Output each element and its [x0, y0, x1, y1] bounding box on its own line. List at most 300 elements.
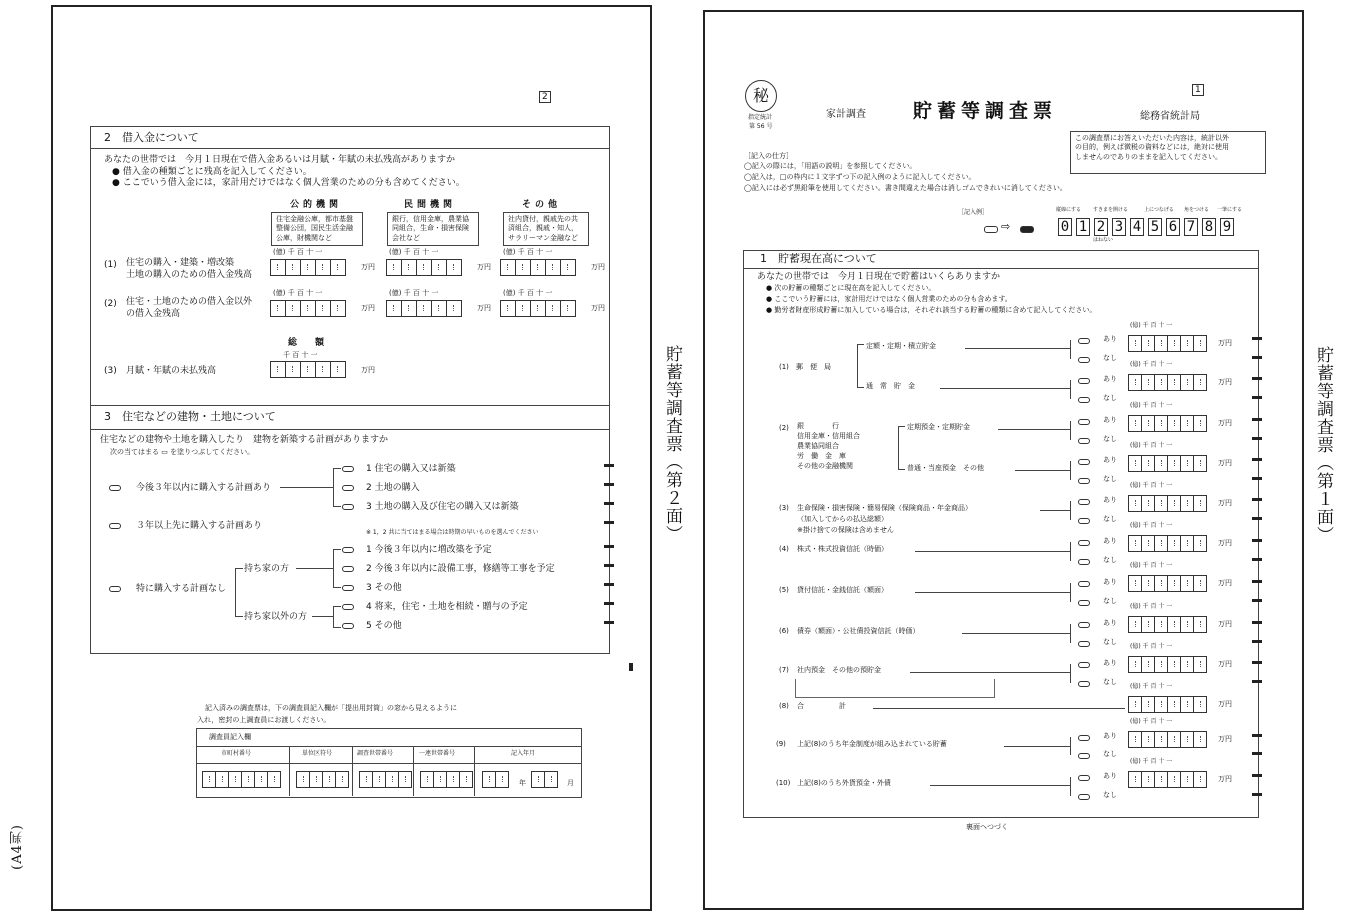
unit-label: 万円	[1218, 539, 1232, 547]
unit-label: 万円	[1218, 459, 1232, 467]
no-checkbox[interactable]	[1078, 518, 1090, 524]
timing-mark	[1252, 337, 1262, 340]
digit-cell[interactable]	[1141, 335, 1154, 352]
no-label: なし	[1103, 678, 1117, 686]
item-number: (6)	[779, 627, 789, 635]
sample-note: 縦線にする	[1056, 207, 1082, 213]
digit-cell[interactable]	[1180, 731, 1193, 748]
digit-header: (億) 千 百 十 一	[1130, 562, 1173, 569]
municipality-code-input[interactable]	[202, 771, 281, 788]
option-checkbox[interactable]	[342, 547, 354, 553]
unit-label: 万円	[1218, 579, 1232, 587]
yes-label: あり	[1103, 619, 1117, 627]
digit-cell[interactable]	[1128, 575, 1141, 592]
unit-label: 万円	[1218, 339, 1232, 347]
unit-label: 万円	[361, 263, 375, 271]
sample-digit: 5	[1148, 218, 1162, 236]
yes-checkbox[interactable]	[1078, 775, 1090, 781]
digit-cell[interactable]	[1193, 535, 1207, 552]
connector-line	[1070, 542, 1071, 561]
unit-label: 万円	[361, 304, 375, 312]
item-label: 貸付信託・金銭信託（額面）	[797, 586, 888, 594]
digit-cell[interactable]	[1167, 415, 1180, 432]
option-label: 持ち家以外の方	[244, 612, 308, 622]
timing-mark	[1252, 356, 1262, 359]
yes-label: あり	[1103, 335, 1117, 343]
digit-cell[interactable]	[1167, 575, 1180, 592]
digit-cell[interactable]	[1193, 616, 1207, 633]
row-label: 月賦・年賦の未払残高	[126, 366, 217, 376]
yes-checkbox[interactable]	[1078, 662, 1090, 668]
no-label: なし	[1103, 394, 1117, 402]
option-label: 3 その他	[366, 583, 402, 593]
digit-cell[interactable]	[1180, 374, 1193, 391]
bullet-item: ● ここでいう貯蓄には，家計用だけではなく個人営業のための分も含めます。	[766, 295, 1012, 303]
timing-mark	[604, 545, 614, 548]
digit-cell[interactable]	[1154, 495, 1167, 512]
digit-cell[interactable]	[1154, 771, 1167, 788]
amount-input[interactable]	[270, 361, 346, 378]
unit-label: 万円	[1218, 660, 1232, 668]
digit-cell[interactable]	[1141, 415, 1154, 432]
digit-cell[interactable]	[1180, 335, 1193, 352]
digit-cell[interactable]	[1128, 731, 1141, 748]
digit-cell[interactable]	[1193, 455, 1207, 472]
amount-input[interactable]	[1128, 656, 1207, 673]
item-number: (1)	[779, 363, 789, 371]
digit-cell[interactable]	[1154, 415, 1167, 432]
digit-cell[interactable]	[1180, 535, 1193, 552]
yes-label: あり	[1103, 772, 1117, 780]
item-number: (2)	[779, 424, 789, 432]
item-label: 合 計	[797, 702, 846, 710]
digit-cell[interactable]	[1193, 731, 1207, 748]
digit-cell[interactable]	[1167, 771, 1180, 788]
item-label: 労 働 金 庫	[797, 452, 846, 460]
no-label: なし	[1103, 556, 1117, 564]
timing-mark	[1252, 517, 1262, 520]
item-label: （加入してからの払込総額）	[797, 515, 888, 523]
connector-line	[1070, 461, 1071, 480]
yes-checkbox[interactable]	[1078, 581, 1090, 587]
staff-header: 一連世帯番号	[419, 750, 456, 757]
no-checkbox[interactable]	[1078, 600, 1090, 606]
digit-cell[interactable]	[1180, 771, 1193, 788]
digit-cell[interactable]	[1193, 495, 1207, 512]
digit-cell[interactable]	[1180, 415, 1193, 432]
column-header: 公的機関	[290, 200, 343, 210]
digit-cell[interactable]	[1128, 771, 1141, 788]
year-label: 年	[519, 779, 526, 787]
digit-cell[interactable]	[1193, 696, 1207, 713]
unit-label: 万円	[477, 263, 491, 271]
bullet-item: ● ここでいう借入金には，家計用だけではなく個人営業のための分も含めてください。	[112, 178, 465, 188]
option-checkbox[interactable]	[342, 466, 354, 472]
digit-cell[interactable]	[1193, 656, 1207, 673]
bullet-item: ● 勤労者財産形成貯蓄に加入している場合は，それぞれ該当する貯蓄の種類に含めて記入してください。	[766, 306, 1097, 314]
digit-header: 千 百 十 一	[283, 351, 318, 359]
digit-cell[interactable]	[1154, 335, 1167, 352]
sample-digit: 2	[1094, 218, 1108, 236]
amount-input[interactable]	[1128, 415, 1207, 432]
amount-input[interactable]	[1128, 696, 1207, 713]
unit-label: 万円	[1218, 378, 1232, 386]
digit-cell[interactable]	[1154, 575, 1167, 592]
total-label: 総 額	[288, 338, 325, 348]
timing-mark	[1252, 793, 1262, 796]
digit-cell[interactable]	[1167, 731, 1180, 748]
agency-name: 総務省統計局	[1140, 111, 1200, 122]
timing-mark	[1252, 396, 1262, 399]
digit-cell[interactable]	[1141, 616, 1154, 633]
arrow-icon: ⇨	[1001, 220, 1011, 233]
timing-mark	[604, 583, 614, 586]
unit-label: 万円	[1218, 700, 1232, 708]
connector-line	[1070, 624, 1071, 643]
digit-cell[interactable]	[1193, 335, 1207, 352]
digit-cell[interactable]	[1141, 495, 1154, 512]
no-checkbox[interactable]	[1078, 438, 1090, 444]
digit-cell[interactable]	[1180, 455, 1193, 472]
digit-cell[interactable]	[1167, 335, 1180, 352]
connector-line	[1070, 501, 1071, 520]
amount-input[interactable]	[1128, 374, 1207, 391]
no-label: なし	[1103, 475, 1117, 483]
instruction-text: 次の当てはまる ▭ を塗りつぶしてください。	[110, 448, 255, 456]
yes-label: あり	[1103, 659, 1117, 667]
unit-code-input[interactable]	[296, 771, 349, 788]
timing-mark	[1252, 498, 1262, 501]
yes-checkbox[interactable]	[1078, 735, 1090, 741]
staff-header: 単位区符号	[302, 750, 333, 757]
item-label: 上記(8)のうち年金制度が組み込まれている貯蓄	[797, 740, 947, 748]
yes-checkbox[interactable]	[1078, 622, 1090, 628]
row-label: の借入金残高	[126, 309, 181, 319]
amount-input[interactable]	[270, 300, 346, 317]
column-note: 銀行，信用金庫，農業協同組合，生命・損害保険会社など	[387, 212, 479, 246]
no-label: なし	[1103, 597, 1117, 605]
digit-cell[interactable]	[1167, 374, 1180, 391]
option-label: 4 将来，住宅・土地を相続・贈与の予定	[366, 602, 528, 612]
digit-header: (億) 千 百 十 一	[1130, 683, 1173, 690]
timing-mark	[1252, 580, 1262, 583]
connector-line	[1070, 380, 1071, 399]
digit-cell[interactable]	[1167, 656, 1180, 673]
sample-digit: 1	[1076, 218, 1090, 236]
sample-digit: 9	[1220, 218, 1234, 236]
no-checkbox[interactable]	[1078, 794, 1090, 800]
option-checkbox[interactable]	[342, 566, 354, 572]
amount-input[interactable]	[500, 300, 576, 317]
sample-note: 上につなげる	[1144, 207, 1174, 213]
digit-cell[interactable]	[1193, 575, 1207, 592]
yes-label: あり	[1103, 732, 1117, 740]
digit-header: (億) 千 百 十 一	[273, 248, 323, 256]
digit-cell[interactable]	[1154, 455, 1167, 472]
designation-text: 指定統計	[748, 114, 773, 121]
connector-line	[1070, 664, 1071, 683]
digit-cell[interactable]	[1180, 656, 1193, 673]
item-number: (5)	[779, 586, 789, 594]
digit-cell[interactable]	[1167, 455, 1180, 472]
digit-cell[interactable]	[1154, 656, 1167, 673]
timing-mark	[1252, 680, 1262, 683]
timing-mark	[1252, 621, 1262, 624]
yes-label: あり	[1103, 578, 1117, 586]
digit-cell[interactable]	[1141, 575, 1154, 592]
option-label: 5 その他	[366, 621, 402, 631]
no-checkbox[interactable]	[1078, 357, 1090, 363]
amount-input[interactable]	[1128, 455, 1207, 472]
instruction-line: ◯記入の際には，「用語の説明」を参照してください。	[744, 162, 917, 170]
item-label: 信用金庫・信用組合	[797, 432, 860, 440]
option-label: 今後３年以内に購入する計画あり	[136, 483, 272, 493]
digit-cell[interactable]	[1128, 656, 1141, 673]
privacy-note: この調査票にお答えいただいた内容は，統計以外 の目的，例えば徴税の資料などには，絶対に使用 しませんのでありのままを記入してください。	[1070, 131, 1266, 174]
sample-digit: 0	[1058, 218, 1072, 236]
form-title: 貯蓄等調査票	[913, 100, 1058, 122]
digit-cell[interactable]	[1141, 535, 1154, 552]
digit-cell[interactable]	[1128, 616, 1141, 633]
digit-cell[interactable]	[1128, 374, 1141, 391]
amount-input[interactable]	[1128, 335, 1207, 352]
continue-note: 裏面へつづく	[966, 823, 1008, 831]
entry-month-input[interactable]	[531, 771, 558, 788]
timing-mark	[1252, 377, 1262, 380]
sample-digit: 3	[1112, 218, 1126, 236]
footer-note: 入れ，密封の上調査員にお渡しください。	[197, 716, 331, 724]
option-checkbox[interactable]	[109, 523, 121, 529]
item-number: (8)	[779, 702, 789, 710]
digit-cell[interactable]	[1193, 415, 1207, 432]
item-number: (9)	[776, 740, 786, 748]
no-label: なし	[1103, 515, 1117, 523]
digit-cell[interactable]	[1180, 616, 1193, 633]
section-title: 2 借入金について	[104, 131, 199, 144]
unit-label: 万円	[1218, 735, 1232, 743]
item-sub-label: 定期預金・定期貯金	[907, 423, 970, 431]
digit-cell[interactable]	[1167, 495, 1180, 512]
digit-header: (億) 千 百 十 一	[1130, 442, 1173, 449]
staff-header: 調査世帯番号	[357, 750, 394, 757]
digit-cell[interactable]	[1193, 771, 1207, 788]
timing-mark	[1252, 558, 1262, 561]
digit-cell[interactable]	[1128, 696, 1141, 713]
option-checkbox[interactable]	[342, 585, 354, 591]
option-label: 3 土地の購入及び住宅の購入又は新築	[366, 502, 519, 512]
item-label: 郵 便 局	[796, 363, 831, 371]
item-sub-label: 通 常 貯 金	[866, 382, 915, 390]
other-savings-input[interactable]	[795, 679, 995, 698]
option-label: 1 今後３年以内に増改築を予定	[366, 545, 492, 555]
timing-mark	[604, 521, 614, 524]
unit-label: 万円	[591, 304, 605, 312]
month-label: 月	[567, 779, 574, 787]
timing-mark	[604, 464, 614, 467]
yes-checkbox[interactable]	[1078, 338, 1090, 344]
option-label: 特に購入する計画なし	[136, 584, 227, 594]
digit-cell[interactable]	[1128, 495, 1141, 512]
digit-header: (億) 千 百 十 一	[1130, 402, 1173, 409]
amount-input[interactable]	[1128, 771, 1207, 788]
unit-label: 万円	[1218, 499, 1232, 507]
digit-cell[interactable]	[1180, 495, 1193, 512]
question-text: あなたの世帯では 今月１日現在で貯蓄はいくらありますか	[757, 272, 1001, 282]
digit-cell[interactable]	[1154, 731, 1167, 748]
digit-cell[interactable]	[1128, 335, 1141, 352]
digit-header: (億) 千 百 十 一	[503, 289, 553, 297]
filled-mark-example	[1020, 226, 1034, 233]
sample-digit: 8	[1202, 218, 1216, 236]
timing-mark	[1252, 539, 1262, 542]
option-checkbox[interactable]	[342, 604, 354, 610]
timing-mark	[1252, 774, 1262, 777]
item-label: 上記(8)のうち外貨預金・外債	[797, 779, 891, 787]
item-number: (10)	[776, 779, 791, 787]
timing-mark	[604, 564, 614, 567]
amount-input[interactable]	[500, 259, 576, 276]
column-header: その他	[522, 200, 562, 210]
designation-text: 第 56 号	[749, 123, 773, 130]
column-header: 民間機関	[404, 200, 457, 210]
option-checkbox[interactable]	[342, 504, 354, 510]
instructions-title: ［記入の仕方］	[744, 152, 793, 160]
digit-header: (億) 千 百 十 一	[389, 289, 439, 297]
row-label: 住宅・土地のための借入金以外	[126, 297, 253, 307]
amount-input[interactable]	[1128, 616, 1207, 633]
digit-cell[interactable]	[1128, 415, 1141, 432]
amount-input[interactable]	[1128, 535, 1207, 552]
timing-mark	[1252, 640, 1262, 643]
digit-cell[interactable]	[1141, 455, 1154, 472]
digit-header: (億) 千 百 十 一	[1130, 322, 1173, 329]
yes-checkbox[interactable]	[1078, 499, 1090, 505]
digit-header: (億) 千 百 十 一	[1130, 482, 1173, 489]
digit-cell[interactable]	[1167, 535, 1180, 552]
no-label: なし	[1103, 638, 1117, 646]
amount-input[interactable]	[386, 259, 462, 276]
item-label: 生命保険・損害保険・簡易保険（保険商品・年金商品）	[797, 504, 972, 512]
page-number: 1	[1192, 84, 1204, 96]
no-checkbox[interactable]	[1078, 641, 1090, 647]
unit-label: 万円	[591, 263, 605, 271]
staff-header: 記入年月	[511, 750, 536, 757]
amount-input[interactable]	[386, 300, 462, 317]
timing-mark	[1252, 458, 1262, 461]
note-text: ※ 1，2 共に当てはまる場合は時期の早いものを選んでください	[366, 529, 539, 536]
section-title: 3 住宅などの建物・土地について	[104, 410, 276, 423]
amount-input[interactable]	[1128, 731, 1207, 748]
vertical-page-title: 貯蓄等調査票（第２面）	[662, 345, 682, 543]
timing-mark	[604, 602, 614, 605]
digit-cell[interactable]	[1141, 696, 1154, 713]
option-checkbox[interactable]	[342, 623, 354, 629]
digit-cell[interactable]	[1167, 616, 1180, 633]
yes-checkbox[interactable]	[1078, 419, 1090, 425]
digit-cell[interactable]	[1141, 374, 1154, 391]
digit-cell[interactable]	[1154, 616, 1167, 633]
sample-note: すきまを開ける	[1093, 207, 1129, 213]
unit-label: 万円	[1218, 419, 1232, 427]
yes-label: あり	[1103, 375, 1117, 383]
digit-cell[interactable]	[1141, 656, 1154, 673]
footer-note: 記入済みの調査票は，下の調査員記入欄が「提出用封筒」の窓から見えるように	[205, 704, 457, 712]
amount-input[interactable]	[1128, 575, 1207, 592]
sample-label: ［記入例］	[958, 209, 989, 216]
option-checkbox[interactable]	[109, 485, 121, 491]
digit-cell[interactable]	[1154, 696, 1167, 713]
no-checkbox[interactable]	[1078, 559, 1090, 565]
digit-header: (億) 千 百 十 一	[1130, 361, 1173, 368]
sample-digit: 7	[1184, 218, 1198, 236]
digit-cell[interactable]	[1154, 535, 1167, 552]
digit-header: (億) 千 百 十 一	[273, 289, 323, 297]
timing-mark	[1252, 734, 1262, 737]
no-checkbox[interactable]	[1078, 681, 1090, 687]
item-number: (3)	[779, 504, 789, 512]
yes-checkbox[interactable]	[1078, 378, 1090, 384]
timing-mark	[1252, 477, 1262, 480]
digit-cell[interactable]	[1141, 771, 1154, 788]
digit-header: (億) 千 百 十 一	[1130, 643, 1173, 650]
timing-mark	[1252, 418, 1262, 421]
option-checkbox[interactable]	[109, 586, 121, 592]
no-label: なし	[1103, 791, 1117, 799]
no-checkbox[interactable]	[1078, 397, 1090, 403]
connector-line	[1070, 340, 1071, 359]
digit-cell[interactable]	[1128, 455, 1141, 472]
digit-cell[interactable]	[1180, 696, 1193, 713]
digit-cell[interactable]	[1141, 731, 1154, 748]
sample-digit: 6	[1166, 218, 1180, 236]
amount-input[interactable]	[270, 259, 346, 276]
connector-line	[1070, 777, 1071, 796]
question-text: あなたの世帯では 今月１日現在で借入金あるいは月賦・年賦の未払残高がありますか	[104, 155, 456, 165]
yes-checkbox[interactable]	[1078, 540, 1090, 546]
digit-header: (億) 千 百 十 一	[503, 248, 553, 256]
amount-input[interactable]	[1128, 495, 1207, 512]
item-label: 農業協同組合	[797, 442, 839, 450]
item-number: (4)	[779, 545, 789, 553]
timing-mark	[604, 502, 614, 505]
household-no-input[interactable]	[359, 771, 412, 788]
yes-label: あり	[1103, 496, 1117, 504]
option-label: 1 住宅の購入又は新築	[366, 464, 456, 474]
digit-cell[interactable]	[1180, 575, 1193, 592]
item-label: 社内預金 その他の預貯金	[797, 666, 881, 674]
digit-header: (億) 千 百 十 一	[1130, 603, 1173, 610]
option-label: 持ち家の方	[244, 564, 290, 574]
no-checkbox[interactable]	[1078, 478, 1090, 484]
option-label: 2 土地の購入	[366, 483, 420, 493]
option-label: ３年以上先に購入する計画あり	[136, 521, 263, 531]
no-checkbox[interactable]	[1078, 753, 1090, 759]
item-sub-label: 定額・定期・積立貯金	[866, 342, 936, 350]
digit-cell[interactable]	[1128, 535, 1141, 552]
digit-cell[interactable]	[1167, 696, 1180, 713]
digit-cell[interactable]	[1193, 374, 1207, 391]
timing-mark	[1252, 661, 1262, 664]
entry-year-input[interactable]	[482, 771, 509, 788]
yes-checkbox[interactable]	[1078, 459, 1090, 465]
timing-mark	[1252, 599, 1262, 602]
item-label: その他の金融機関	[797, 462, 853, 470]
serial-no-input[interactable]	[420, 771, 473, 788]
option-checkbox[interactable]	[342, 485, 354, 491]
secret-mark: 秘	[745, 80, 777, 112]
sample-digit: 4	[1130, 218, 1144, 236]
digit-cell[interactable]	[1154, 374, 1167, 391]
